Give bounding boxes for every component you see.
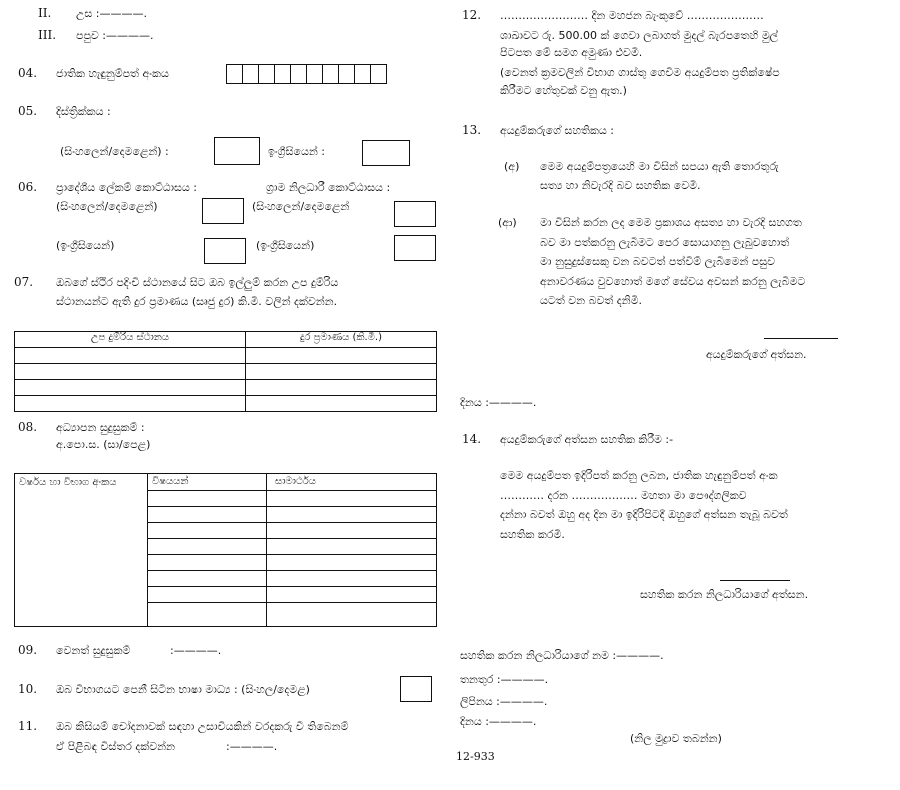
attestation-label: අයදුම්කරුගේ අත්සන සහතික කිරීම :- bbox=[500, 433, 674, 446]
q12-line4: (වෙනත් ක්‍රමවලින් විභාග ගාස්තු ගෙවීම අයදුම්පත ප්‍රතික්ෂේප bbox=[500, 66, 780, 79]
other-qualifications-field[interactable]: :————. bbox=[170, 644, 222, 657]
year-col-header: වර්ෂය හා විභාග අංකය bbox=[19, 477, 117, 488]
table-row bbox=[15, 348, 437, 364]
date-field[interactable]: දිනය :————. bbox=[460, 396, 537, 409]
attestation-line4: සහතික කරමි. bbox=[500, 528, 565, 541]
official-stamp-note: (නිල මුද්‍රාව තබන්න) bbox=[630, 732, 722, 745]
q10-num: 10. bbox=[18, 682, 38, 696]
declaration-a-line2: සත්‍ය හා නිවැරදි බව සහතික වෙමි. bbox=[540, 179, 701, 192]
form-code: 12-933 bbox=[456, 750, 495, 763]
q12-line3: පිටපත මේ සමග අමුණා එවමි. bbox=[500, 46, 643, 59]
q08-num: 08. bbox=[18, 420, 38, 434]
gn-division-label: ග්‍රාම නිලධාරී කොට්ඨාසය : bbox=[266, 181, 391, 194]
q07-line1: ඔබගේ ස්ථිර පදිංචි ස්ථානයේ සිට ඔබ ඉල්ලුම් කරන උප දුම්රිය bbox=[56, 276, 339, 289]
q12-line1[interactable]: …………………… දින මහජන බැංකුවේ ………………… bbox=[500, 9, 764, 22]
declaration-label: අයදුම්කරුගේ සහතිකය : bbox=[500, 124, 614, 137]
attestation-line2[interactable]: ………… දරන ……………… මහතා මා පෞද්ගලිකව bbox=[500, 489, 747, 502]
ds-division-label: ප්‍රාදේශීය ලේකම් කොට්ඨාසය : bbox=[56, 181, 197, 194]
height-field[interactable]: උස :————. bbox=[76, 7, 148, 20]
sub-station-table bbox=[14, 331, 437, 412]
q12-line2: ශාඛාවට රු. 500.00 ක් ගෙවා ලබාගත් මුදල් බැරපතෙහි මුල් bbox=[500, 29, 779, 42]
district-sinhala-label: (සිංහලෙන්/දෙමළෙන්) : bbox=[60, 145, 169, 158]
ds-english-box[interactable] bbox=[204, 238, 246, 264]
declaration-b-line3: මා නුසුදුස්සෙකු වන බවටත් පත්වීම් ලැබීමෙන් පසුව bbox=[540, 255, 776, 268]
nic-label: ජාතික හැඳුනුම්පත් අංකය bbox=[56, 67, 169, 80]
district-label: දිස්ත්‍රික්කය : bbox=[56, 105, 111, 118]
other-qualifications-label: වෙනත් සුදුසුකම් bbox=[56, 644, 131, 657]
medium-label: ඔබ විභාගයට පෙනී සිටින භාෂා මාධ්‍ය : (සිංහල/දෙමළ) bbox=[56, 683, 310, 696]
gce-ol-label: අ.පො.ස. (සා/පෙළ) bbox=[56, 438, 151, 451]
q12-num: 12. bbox=[462, 8, 482, 22]
q07-num: 07. bbox=[14, 275, 34, 289]
officer-signature-line[interactable] bbox=[720, 580, 790, 581]
q09-num: 09. bbox=[18, 643, 38, 657]
q06-num: 06. bbox=[18, 180, 38, 194]
applicant-signature-line[interactable] bbox=[764, 338, 838, 339]
medium-box[interactable] bbox=[400, 676, 432, 702]
officer-date-field[interactable]: දිනය :————. bbox=[460, 715, 537, 728]
q05-num: 05. bbox=[18, 104, 38, 118]
attestation-line3: දන්නා බවත් ඔහු අද දින මා ඉදිරිපිටදී ඔහුගේ අත්සන තැබූ බවත් bbox=[500, 508, 788, 521]
ds-sinhala-label: (සිංහලෙන්/දෙමළෙන්) bbox=[56, 200, 158, 213]
table-row bbox=[15, 364, 437, 380]
gn-english-label: (ඉංග්‍රීසියෙන්) bbox=[256, 239, 315, 252]
applicant-signature-label: අයදුම්කරුගේ අත්සන. bbox=[706, 348, 807, 361]
declaration-b-mark: (ආ) bbox=[498, 216, 517, 229]
q11-line1: ඔබ කිසියම් චෝදනාවක් සඳහා උසාවියකින් වරදකරු වී තිබෙනම් bbox=[56, 720, 349, 733]
nic-number-boxes[interactable] bbox=[226, 64, 387, 84]
attestation-line1: මෙම අයදුම්පත ඉදිරිපත් කරනු ලබන, ජාතික හැඳුනුම්පත් අංක bbox=[500, 469, 778, 482]
declaration-b-line5: යටත් වන බවත් දනිමි. bbox=[540, 294, 643, 307]
item-III-num: III. bbox=[38, 28, 57, 42]
grade-column[interactable] bbox=[267, 474, 436, 626]
q11-line2: ඒ පිළිබඳ විස්තර දක්වන්න bbox=[56, 740, 175, 753]
subjects-column[interactable] bbox=[148, 474, 267, 626]
ds-sinhala-box[interactable] bbox=[202, 198, 244, 224]
subjects-col-header: විෂයයන් bbox=[152, 476, 189, 487]
officer-signature-label: සහතික කරන නිලධාරියාගේ අත්සන. bbox=[640, 588, 809, 601]
conviction-details-field[interactable]: :————. bbox=[226, 740, 278, 753]
officer-address-field[interactable]: ලිපිනය :————. bbox=[460, 695, 548, 708]
chest-field[interactable]: පපුව :————. bbox=[76, 29, 154, 42]
district-sinhala-box[interactable] bbox=[214, 137, 260, 165]
declaration-b-line1: මා විසින් කරන ලද මෙම ප්‍රකාශය අසත්‍ය හා වැරදි සහගත bbox=[540, 216, 802, 229]
gn-english-box[interactable] bbox=[394, 235, 436, 261]
q07-line2: ස්ථානයන්ට ඇති දුර ප්‍රමාණය (සෘජු දුර) කි.මී. වලින් දක්වන්න. bbox=[56, 295, 338, 308]
q11-num: 11. bbox=[18, 719, 38, 733]
district-english-label: ඉංග්‍රීසියෙන් : bbox=[268, 145, 325, 158]
q04-num: 04. bbox=[18, 66, 38, 80]
district-english-box[interactable] bbox=[362, 140, 410, 166]
declaration-a-line1: මෙම අයදුම්පත්‍රයෙහි මා විසින් සපයා ඇති තොරතුරු bbox=[540, 160, 779, 173]
declaration-b-line4: අනාවරණය වුවහොත් මගේ සේවය අවසන් කරනු ලැබීමට bbox=[540, 275, 806, 288]
education-label: අධ්‍යාපන සුදුසුකම් : bbox=[56, 421, 145, 434]
declaration-b-line2: බව මා පත්කරනු ලැබීමට පෙර සොයාගනු ලැබුවහොත් bbox=[540, 236, 790, 249]
distance-col-header: දුර ප්‍රමාණය (කි.මී.) bbox=[246, 332, 437, 348]
officer-position-field[interactable]: තනතුර :————. bbox=[460, 673, 549, 686]
ds-english-label: (ඉංග්‍රීසියෙන්) bbox=[56, 239, 115, 252]
gn-sinhala-box[interactable] bbox=[394, 201, 436, 227]
grade-col-header: සාමාර්ථය bbox=[275, 476, 316, 487]
q13-num: 13. bbox=[462, 123, 482, 137]
q14-num: 14. bbox=[462, 432, 482, 446]
declaration-a-mark: (අ) bbox=[504, 160, 520, 173]
year-column[interactable] bbox=[15, 474, 148, 626]
item-II-num: II. bbox=[38, 6, 52, 20]
gn-sinhala-label: (සිංහලෙන්/දෙමළෙන් bbox=[252, 200, 350, 213]
officer-name-field[interactable]: සහතික කරන නිලධාරියාගේ නම :————. bbox=[460, 649, 664, 662]
table-row bbox=[15, 396, 437, 412]
education-table bbox=[14, 473, 437, 627]
sub-station-col-header: උප දුම්රිය ස්ථානය bbox=[15, 332, 246, 348]
q12-line5: කිරීමට හේතුවක් වනු ඇත.) bbox=[500, 84, 627, 97]
table-row bbox=[15, 380, 437, 396]
